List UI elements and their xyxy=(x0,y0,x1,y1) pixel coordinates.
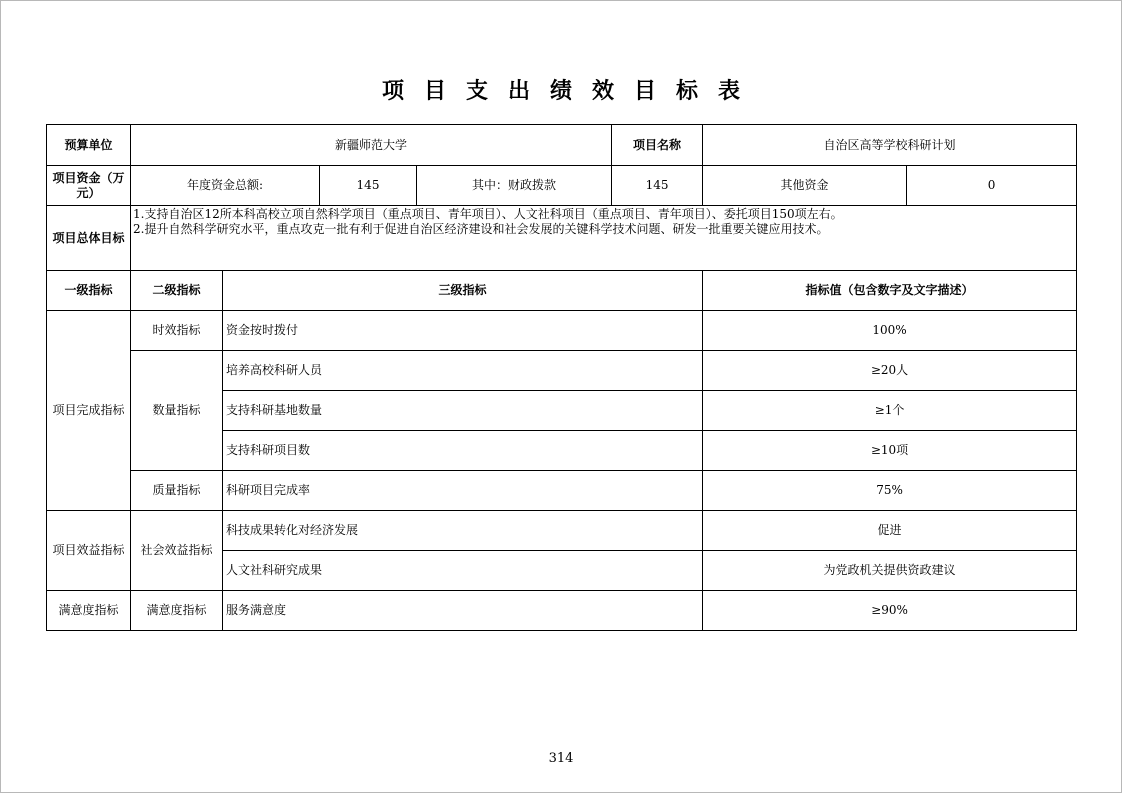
performance-table xyxy=(46,124,1077,631)
quantity-indicator-label: 数量指标 xyxy=(131,351,223,471)
overall-goal-label: 项目总体目标 xyxy=(47,206,131,271)
level3-indicator: 服务满意度 xyxy=(223,591,703,631)
benefit-indicator-label: 项目效益指标 xyxy=(47,511,131,591)
overall-goal-line: 1.支持自治区12所本科高校立项自然科学项目（重点项目、青年项目）、人文社科项目（重点项目、青年项目）、委托项目150项左右。 xyxy=(133,207,843,221)
indicator-value: ≥1个 xyxy=(703,391,1077,431)
indicator-value-header: 指标值（包含数字及文字描述） xyxy=(703,271,1077,311)
indicator-value: 为党政机关提供资政建议 xyxy=(703,551,1077,591)
total-funds-label: 年度资金总额: xyxy=(131,166,320,206)
indicator-value: 75% xyxy=(703,471,1077,511)
level3-indicator: 支持科研项目数 xyxy=(223,431,703,471)
quality-indicator-label: 质量指标 xyxy=(131,471,223,511)
timeliness-indicator-label: 时效指标 xyxy=(131,311,223,351)
page-title: 项目支出绩效目标表 xyxy=(381,79,760,104)
level2-header: 二级指标 xyxy=(131,271,223,311)
table-row xyxy=(47,471,1077,511)
indicator-value: ≥20人 xyxy=(703,351,1077,391)
budget-unit-label: 预算单位 xyxy=(47,125,131,166)
page-number: 314 xyxy=(548,751,574,766)
table-row xyxy=(47,351,1077,391)
fiscal-funds-value: 145 xyxy=(612,166,703,206)
social-benefit-indicator-label: 社会效益指标 xyxy=(131,511,223,591)
level1-header: 一级指标 xyxy=(47,271,131,311)
overall-goal-text xyxy=(131,206,1077,271)
level3-indicator: 培养高校科研人员 xyxy=(223,351,703,391)
level3-indicator: 科技成果转化对经济发展 xyxy=(223,511,703,551)
level3-header: 三级指标 xyxy=(223,271,703,311)
indicator-value: 促进 xyxy=(703,511,1077,551)
level3-indicator: 支持科研基地数量 xyxy=(223,391,703,431)
completion-indicator-label: 项目完成指标 xyxy=(47,311,131,511)
table-row xyxy=(47,591,1077,631)
funds-label: 项目资金（万元） xyxy=(47,166,131,206)
table-row xyxy=(47,511,1077,551)
indicator-value: ≥90% xyxy=(703,591,1077,631)
satisfaction-sub-indicator-label: 满意度指标 xyxy=(131,591,223,631)
project-name-value: 自治区高等学校科研计划 xyxy=(703,125,1077,166)
fiscal-funds-label: 其中：财政拨款 xyxy=(417,166,612,206)
column-header-row xyxy=(47,271,1077,311)
project-name-label: 项目名称 xyxy=(612,125,703,166)
satisfaction-indicator-label: 满意度指标 xyxy=(47,591,131,631)
overall-goal-line: 2.提升自然科学研究水平，重点攻克一批有利于促进自治区经济建设和社会发展的关键科学技术问题、研发一批重要关键应用技术。 xyxy=(133,222,829,236)
total-funds-value: 145 xyxy=(320,166,417,206)
overall-goal-row xyxy=(47,206,1077,271)
funds-row xyxy=(47,166,1077,206)
budget-unit-value: 新疆师范大学 xyxy=(131,125,612,166)
level3-indicator: 科研项目完成率 xyxy=(223,471,703,511)
indicator-value: 100% xyxy=(703,311,1077,351)
level3-indicator: 人文社科研究成果 xyxy=(223,551,703,591)
table-row xyxy=(47,311,1077,351)
indicator-value: ≥10项 xyxy=(703,431,1077,471)
other-funds-value: 0 xyxy=(907,166,1077,206)
header-row xyxy=(47,125,1077,166)
level3-indicator: 资金按时拨付 xyxy=(223,311,703,351)
other-funds-label: 其他资金 xyxy=(703,166,907,206)
